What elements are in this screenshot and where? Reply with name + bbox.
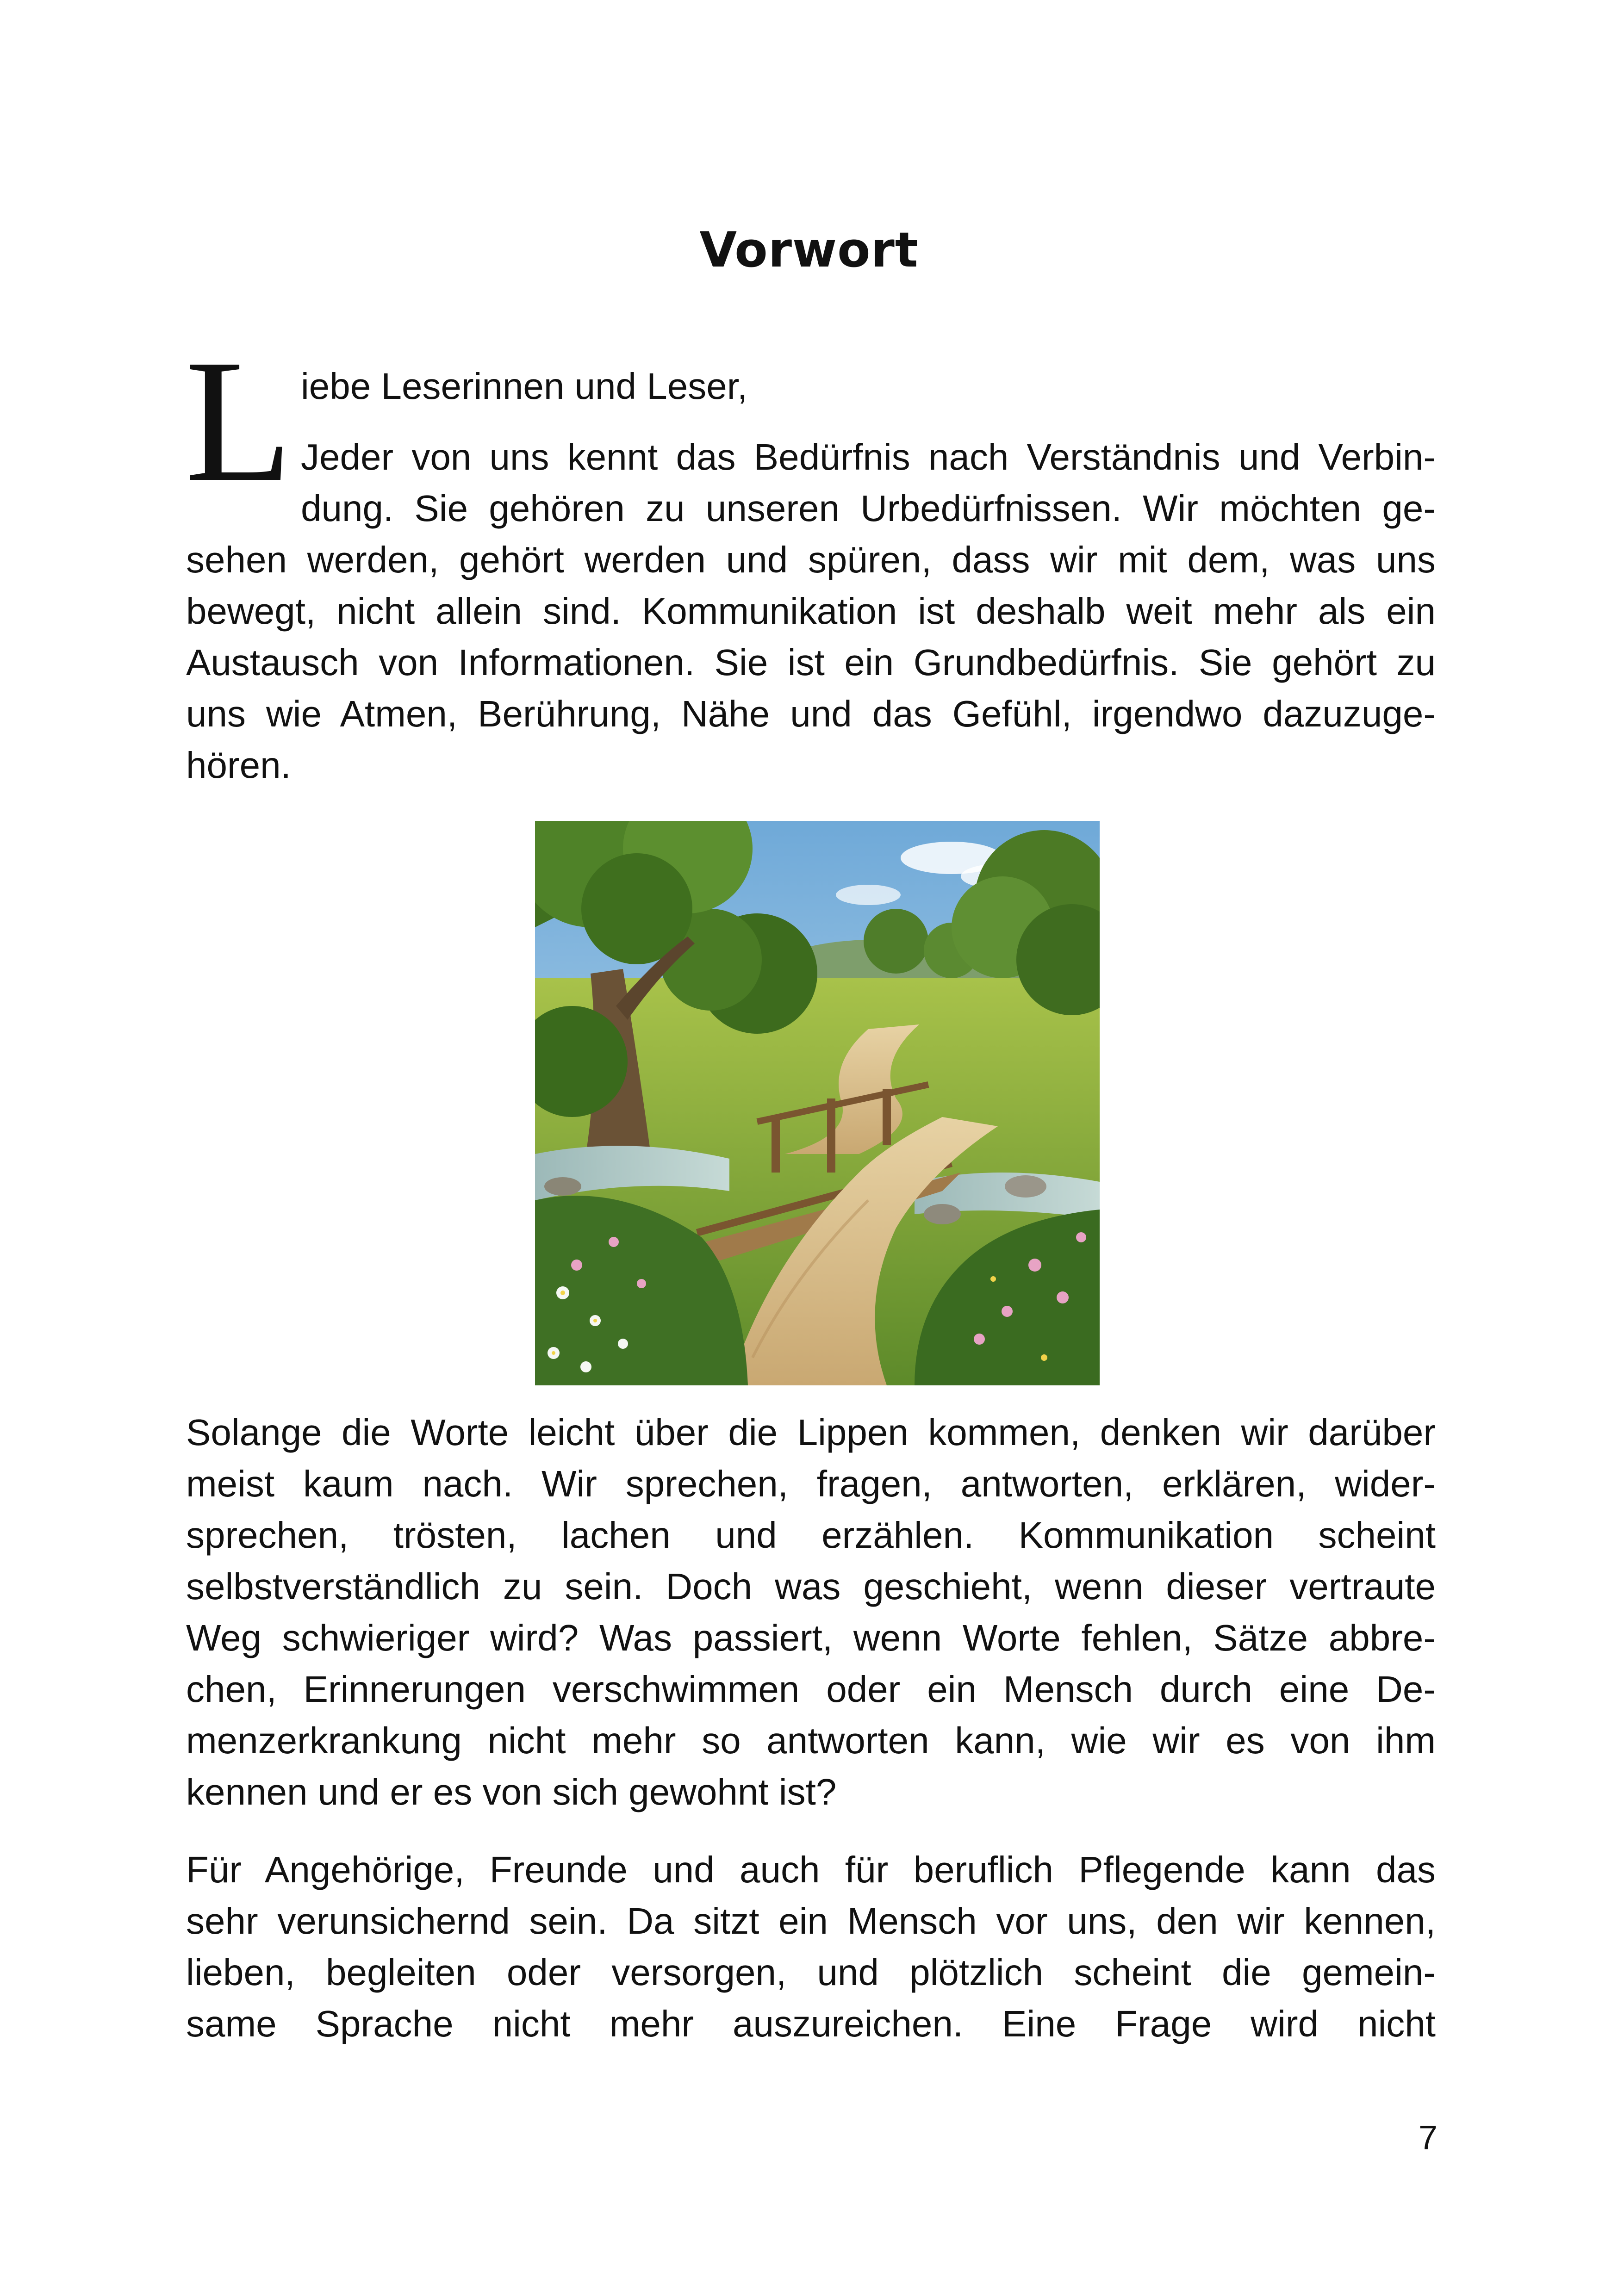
- paragraph-body-2: [186, 1844, 1436, 2049]
- text-line: same Sprache nicht mehr auszureichen. Eine Frage wird nicht: [186, 2003, 1436, 2044]
- paragraph-body-1: [186, 1407, 1436, 1818]
- text-line: uns wie Atmen, Berührung, Nähe und das Gefühl, irgendwo dazuzuge-: [186, 693, 1436, 734]
- text-line: selbstverständlich zu sein. Doch was geschieht, wenn dieser vertraute: [186, 1566, 1436, 1607]
- text-line: Für Angehörige, Freunde und auch für beruflich Pflegende kann das: [186, 1849, 1436, 1890]
- paragraph-intro: [186, 431, 1436, 791]
- chapter-title: Vorwort: [699, 222, 919, 278]
- text-line: bewegt, nicht allein sind. Kommunikation ist deshalb weit mehr als ein: [186, 590, 1436, 632]
- text-line: Austausch von Informationen. Sie ist ein Grundbedürfnis. Sie gehört zu: [186, 642, 1436, 683]
- greeting-line: iebe Leserinnen und Leser,: [301, 366, 748, 407]
- text-line: kennen und er es von sich gewohnt ist?: [186, 1771, 837, 1812]
- illustration-path-bridge: [535, 821, 1100, 1385]
- text-line: menzerkrankung nicht mehr so antworten kann, wie wir es von ihm: [186, 1720, 1436, 1761]
- text-line: dung. Sie gehören zu unseren Urbedürfnissen. Wir möchten ge-: [301, 488, 1436, 529]
- drop-cap-letter: L: [185, 323, 293, 518]
- text-line: sprechen, trösten, lachen und erzählen. Kommunikation scheint: [186, 1514, 1436, 1556]
- text-line: chen, Erinnerungen verschwimmen oder ein Mensch durch eine De-: [186, 1669, 1436, 1710]
- text-line: Jeder von uns kennt das Bedürfnis nach Verständnis und Verbin-: [301, 436, 1436, 478]
- text-line: Solange die Worte leicht über die Lippen kommen, denken wir darüber: [186, 1412, 1436, 1453]
- text-line: Weg schwieriger wird? Was passiert, wenn Worte fehlen, Sätze abbre-: [186, 1617, 1436, 1658]
- text-line: sehen werden, gehört werden und spüren, dass wir mit dem, was uns: [186, 539, 1436, 580]
- text-line: lieben, begleiten oder versorgen, und plötzlich scheint die gemein-: [186, 1952, 1436, 1993]
- text-line: sehr verunsichernd sein. Da sitzt ein Mensch vor uns, den wir kennen,: [186, 1900, 1436, 1942]
- page-number: 7: [1418, 2118, 1438, 2157]
- text-line: hören.: [186, 745, 291, 786]
- text-line: meist kaum nach. Wir sprechen, fragen, antworten, erklären, wider-: [186, 1463, 1436, 1504]
